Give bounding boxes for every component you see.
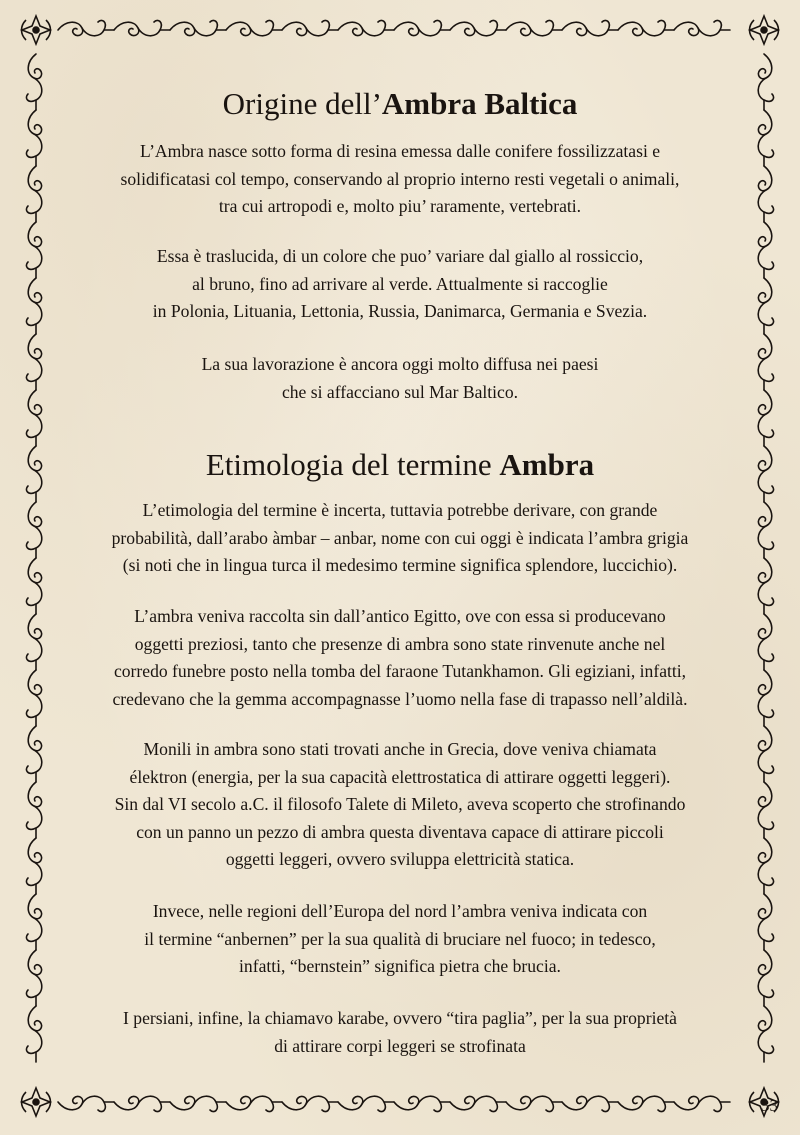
border-scroll-top <box>226 20 282 35</box>
border-scroll-bottom <box>170 1096 226 1111</box>
border-scroll-left <box>26 614 41 670</box>
border-scroll-top <box>506 20 562 35</box>
border-scroll-left <box>26 110 41 166</box>
border-scroll-left <box>26 1006 41 1062</box>
border-scroll-left <box>26 782 41 838</box>
border-scroll-top <box>58 20 114 35</box>
border-scroll-top <box>114 20 170 35</box>
border-scroll-right <box>758 670 773 726</box>
corner-ornament-top-left <box>22 16 51 44</box>
border-scroll-right <box>758 950 773 1006</box>
paragraph-origin-2: Essa è traslucida, di un colore che puo’ variare dal giallo al rossiccio, al bruno, fino ad arrivare al verde. Attualmente si raccoglie in Polonia, Lituania, Lettonia, Russia, Danimarca, Germania e Svezia. <box>152 246 648 321</box>
border-scroll-right <box>758 54 773 110</box>
border-scroll-bottom <box>674 1096 730 1111</box>
paragraph-etymology-1: L’etimologia del termine è incerta, tuttavia potrebbe derivare, con grande probabilità, dall’arabo àmbar – anbar, nome con cui oggi è indicata l’ambra grigia (si noti che in lingua turca il medesimo termine significa splendore, luccichio). <box>111 500 689 575</box>
border-scroll-left <box>26 726 41 782</box>
border-scroll-top <box>562 20 618 35</box>
border-scroll-top <box>338 20 394 35</box>
border-scroll-top <box>674 20 730 35</box>
border-scroll-left <box>26 278 41 334</box>
paragraph-etymology-2: L’ambra veniva raccolta sin dall’antico Egitto, ove con essa si producevano oggetti preziosi, tanto che presenze di ambra sono state rinvenute anche nel corredo funebre posto nella tomba del faraone Tutankhamon. Gli egiziani, infatti, credevano che la gemma accompagnasse l’uomo nella fase di trapasso nell’aldilà. <box>112 606 688 709</box>
border-scroll-right <box>758 390 773 446</box>
border-scroll-right <box>758 1006 773 1062</box>
border-scroll-left <box>26 54 41 110</box>
page-number: 33 <box>761 1096 778 1115</box>
border-scroll-left <box>26 222 41 278</box>
border-scroll-right <box>758 558 773 614</box>
border-scroll-left <box>26 558 41 614</box>
paragraph-origin-1: L’Ambra nasce sotto forma di resina emessa dalle conifere fossilizzatasi e solidificatasi col tempo, conservando al proprio interno resti vegetali o animali, tra cui artropodi e, molto piu’ raramente, vertebrati. <box>120 141 680 216</box>
border-scroll-bottom <box>114 1096 170 1111</box>
border-scroll-right <box>758 166 773 222</box>
paragraph-etymology-3: Monili in ambra sono stati trovati anche in Grecia, dove veniva chiamata élektron (energia, per la sua capacità elettrostatica di attirare oggetti leggeri). Sin dal VI secolo a.C. il filosofo Talete di Mileto, aveva scoperto che strofinando con un panno un pezzo di ambra questa diventava capace di attirare piccoli oggetti leggeri, ovvero sviluppa elettricità statica. <box>114 739 686 869</box>
border-scroll-bottom <box>618 1096 674 1111</box>
border-scroll-bottom <box>394 1096 450 1111</box>
border-scroll-left <box>26 838 41 894</box>
paragraph-etymology-4: Invece, nelle regioni dell’Europa del nord l’ambra veniva indicata con il termine “anbernen” per la sua qualità di bruciare nel fuoco; in tedesco, infatti, “bernstein” significa pietra che brucia. <box>144 901 656 976</box>
border-scroll-top <box>618 20 674 35</box>
border-scroll-bottom <box>58 1096 114 1111</box>
border-scroll-left <box>26 502 41 558</box>
section-title-etymology: Etimologia del termine Ambra <box>205 447 595 482</box>
border-scroll-right <box>758 502 773 558</box>
border-scroll-bottom <box>338 1096 394 1111</box>
border-scroll-right <box>758 278 773 334</box>
border-scroll-bottom <box>562 1096 618 1111</box>
paragraph-origin-3: La sua lavorazione è ancora oggi molto diffusa nei paesi che si affacciano sul Mar Baltico. <box>201 354 599 402</box>
corner-ornament-top-right <box>750 16 779 44</box>
border-scroll-top <box>282 20 338 35</box>
border-scroll-left <box>26 166 41 222</box>
border-scroll-right <box>758 726 773 782</box>
border-scroll-top <box>170 20 226 35</box>
border-scroll-right <box>758 838 773 894</box>
border-scroll-right <box>758 446 773 502</box>
border-scroll-bottom <box>506 1096 562 1111</box>
border-scroll-right <box>758 614 773 670</box>
border-scroll-right <box>758 334 773 390</box>
border-scroll-right <box>758 894 773 950</box>
border-scroll-left <box>26 334 41 390</box>
border-scroll-left <box>26 390 41 446</box>
border-scroll-bottom <box>450 1096 506 1111</box>
border-scroll-top <box>450 20 506 35</box>
section-title-origin: Origine dell’Ambra Baltica <box>222 86 578 121</box>
border-scroll-left <box>26 670 41 726</box>
paragraph-etymology-5: I persiani, infine, la chiamavo karabe, ovvero “tira paglia”, per la sua proprietà di attirare corpi leggeri se strofinata <box>123 1008 677 1056</box>
border-scroll-left <box>26 446 41 502</box>
border-scroll-top <box>394 20 450 35</box>
border-scroll-bottom <box>226 1096 282 1111</box>
border-scroll-left <box>26 950 41 1006</box>
corner-ornament-bottom-left <box>22 1088 51 1116</box>
border-scroll-right <box>758 222 773 278</box>
border-scroll-right <box>758 110 773 166</box>
border-scroll-bottom <box>282 1096 338 1111</box>
border-scroll-left <box>26 894 41 950</box>
border-scroll-right <box>758 782 773 838</box>
